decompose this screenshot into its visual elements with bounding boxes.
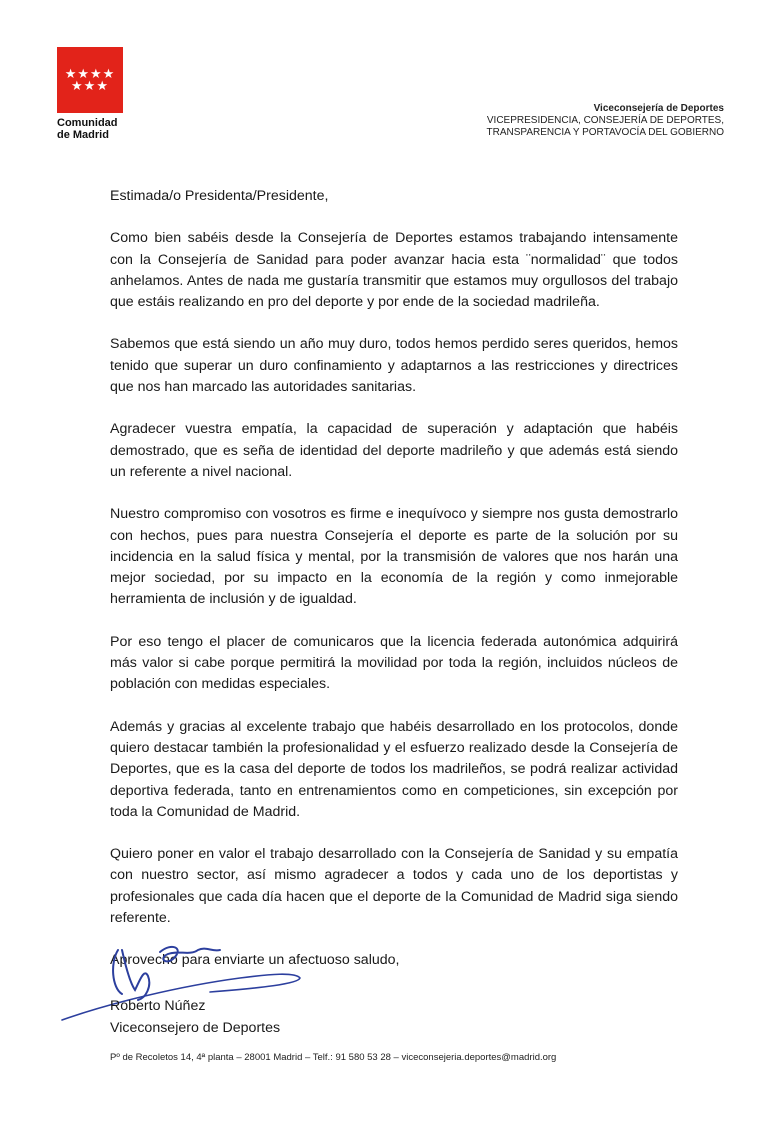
letter-greeting: Estimada/o Presidenta/Presidente, — [110, 188, 329, 204]
letterhead-line-3: TRANSPARENCIA Y PORTAVOCÍA DEL GOBIERNO — [486, 127, 724, 138]
letter-paragraph: Como bien sabéis desde la Consejería de Deportes estamos trabajando intensamente con la Consejería de Sanidad para poder avanzar hacia esta ¨normalidad¨ que todos anhelamos. Antes de nada me gustaría transmitir que estamos muy orgullosos del trabajo que estáis realizando en pro del deporte y por ende de la sociedad madrileña. — [110, 230, 678, 311]
letter-paragraph: Quiero poner en valor el trabajo desarrollado con la Consejería de Sanidad y su empatía con nuestro sector, así mismo agradecer a todos y cada uno de los deportistas y profesionales que cada día hacen que el deporte de la Comunidad de Madrid siga siendo referente. — [110, 846, 678, 927]
logo-stars-top: ★★★★ — [64, 66, 116, 81]
logo-text — [57, 117, 127, 141]
letterhead — [487, 103, 724, 139]
letter-paragraph: Además y gracias al excelente trabajo que habéis desarrollado en los protocolos, donde quiero destacar también la profesionalidad y el esfuerzo realizado desde la Consejería de Deportes, que es la casa del deporte de todos los madrileños, se podrá realizar actividad deportiva federada, tanto en entrenamientos como en competiciones, sin excepción por toda la Comunidad de Madrid. — [110, 718, 678, 820]
letter-body — [110, 186, 678, 993]
signer-title: Viceconsejero de Deportes — [110, 1020, 281, 1036]
letter-paragraph: Sabemos que está siendo un año muy duro, todos hemos perdido seres queridos, hemos tenido que superar un duro confinamiento y adaptarnos a las restricciones y directrices que nos han marcado las autoridades sanitarias. — [110, 336, 678, 396]
letterhead-department: Viceconsejería de Deportes — [593, 103, 724, 114]
comunidad-madrid-logo — [57, 47, 127, 141]
letterhead-line-2: VICEPRESIDENCIA, CONSEJERÍA DE DEPORTES, — [486, 115, 724, 126]
signer-block — [110, 995, 280, 1039]
letter-paragraph: Agradecer vuestra empatía, la capacidad de superación y adaptación que habéis demostrado, que es seña de identidad del deporte madrileño y que además está siendo un referente a nivel nacional. — [110, 421, 678, 480]
logo-line-1: Comunidad — [57, 117, 118, 129]
logo-stars-bottom: ★★★ — [71, 78, 109, 93]
signer-name: Roberto Núñez — [110, 998, 206, 1014]
logo-line-2: de Madrid — [57, 129, 109, 141]
footer-address: Pº de Recoletos 14, 4ª planta – 28001 Madrid – Telf.: 91 580 53 28 – viceconsejeria.deportes@madrid.org — [110, 1052, 557, 1063]
logo-red-flag — [57, 47, 123, 113]
letter-closing: Aprovecho para enviarte un afectuoso saludo, — [110, 952, 400, 969]
letter-paragraph: Nuestro compromiso con vosotros es firme e inequívoco y siempre nos gusta demostrarlo con hechos, pues para nuestra Consejería el deporte es parte de la solución por su incidencia en la salud física y mental, por la transmisión de valores que nos harán una mejor sociedad, por su impacto en la economía de la región y como inmejorable herramienta de inclusión y de igualdad. — [110, 506, 678, 608]
letter-paragraph: Por eso tengo el placer de comunicaros que la licencia federada autonómica adquirirá más valor si cabe porque permitirá la movilidad por toda la región, incluidos núcleos de población con medidas especiales. — [110, 633, 678, 693]
